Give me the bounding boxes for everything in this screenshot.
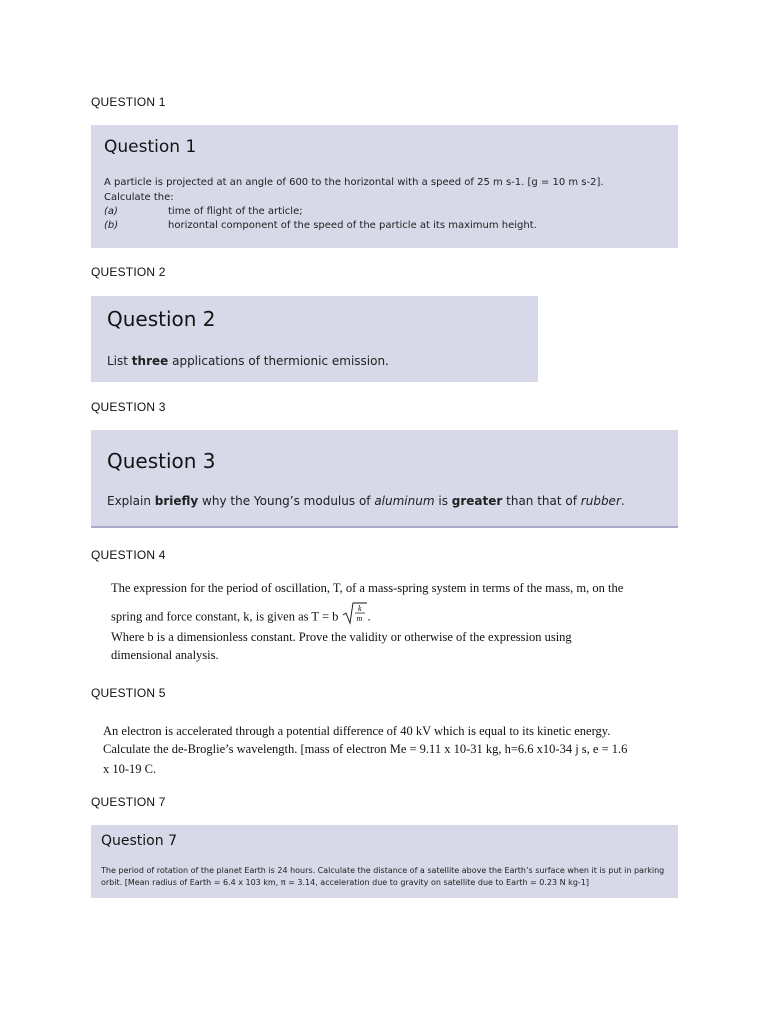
question-2-box (91, 296, 538, 382)
question-4-line-3: Where b is a dimensionless constant. Prove the validity or otherwise of the expression using (111, 630, 572, 644)
question-1-intro: A particle is projected at an angle of 600 to the horizontal with a speed of 25 m s-1. [g = 10 m s-2]. (104, 177, 604, 188)
question-5-line-3: x 10-19 C. (103, 762, 157, 776)
question-3-box (91, 430, 678, 528)
fraction-numerator: k (357, 604, 362, 613)
question-1-title: Question 1 (104, 137, 197, 157)
question-4-line-2: spring and force constant, k, is given as T = b k m . (111, 601, 371, 627)
question-1-item-a-label: (a) (104, 206, 118, 217)
question-1-item-b-text: horizontal component of the speed of the particle at its maximum height. (168, 220, 537, 231)
question-1-heading: QUESTION 1 (91, 95, 166, 109)
question-7-line-2: orbit. [Mean radius of Earth = 6.4 x 103 km, π = 3.14, acceleration due to gravity on satellite due to Earth = 0.23 N kg-1] (101, 878, 589, 887)
question-3-title: Question 3 (107, 449, 216, 473)
question-7-box (91, 825, 678, 898)
question-1-box (91, 125, 678, 248)
question-7-line-1: The period of rotation of the planet Earth is 24 hours. Calculate the distance of a satellite above the Earth’s surface when it is put in parking (101, 866, 665, 875)
question-2-body: List three applications of thermionic emission. (107, 354, 389, 368)
question-1-item-b-label: (b) (104, 220, 119, 231)
question-7-title: Question 7 (101, 833, 177, 849)
question-1-item-a-text: time of flight of the article; (168, 206, 303, 217)
fraction-denominator: m (356, 614, 362, 623)
question-5-line-2: Calculate the de-Broglie’s wavelength. [mass of electron Me = 9.11 x 10-31 kg, h=6.6 x10-34 j s, e = 1.6 (103, 742, 628, 756)
question-5-line-1: An electron is accelerated through a potential difference of 40 kV which is equal to its kinetic energy. (103, 724, 611, 738)
question-1-calc: Calculate the: (104, 192, 174, 203)
question-4-line-1: The expression for the period of oscillation, T, of a mass-spring system in terms of the mass, m, on the (111, 581, 624, 595)
question-7-heading: QUESTION 7 (91, 795, 166, 809)
question-4-line-4: dimensional analysis. (111, 648, 219, 662)
question-5-heading: QUESTION 5 (91, 686, 166, 700)
question-2-title: Question 2 (107, 307, 216, 331)
question-4-heading: QUESTION 4 (91, 548, 166, 562)
question-2-heading: QUESTION 2 (91, 265, 166, 279)
question-3-heading: QUESTION 3 (91, 400, 166, 414)
question-3-body: Explain briefly why the Young’s modulus of aluminum is greater than that of rubber. (107, 494, 625, 508)
